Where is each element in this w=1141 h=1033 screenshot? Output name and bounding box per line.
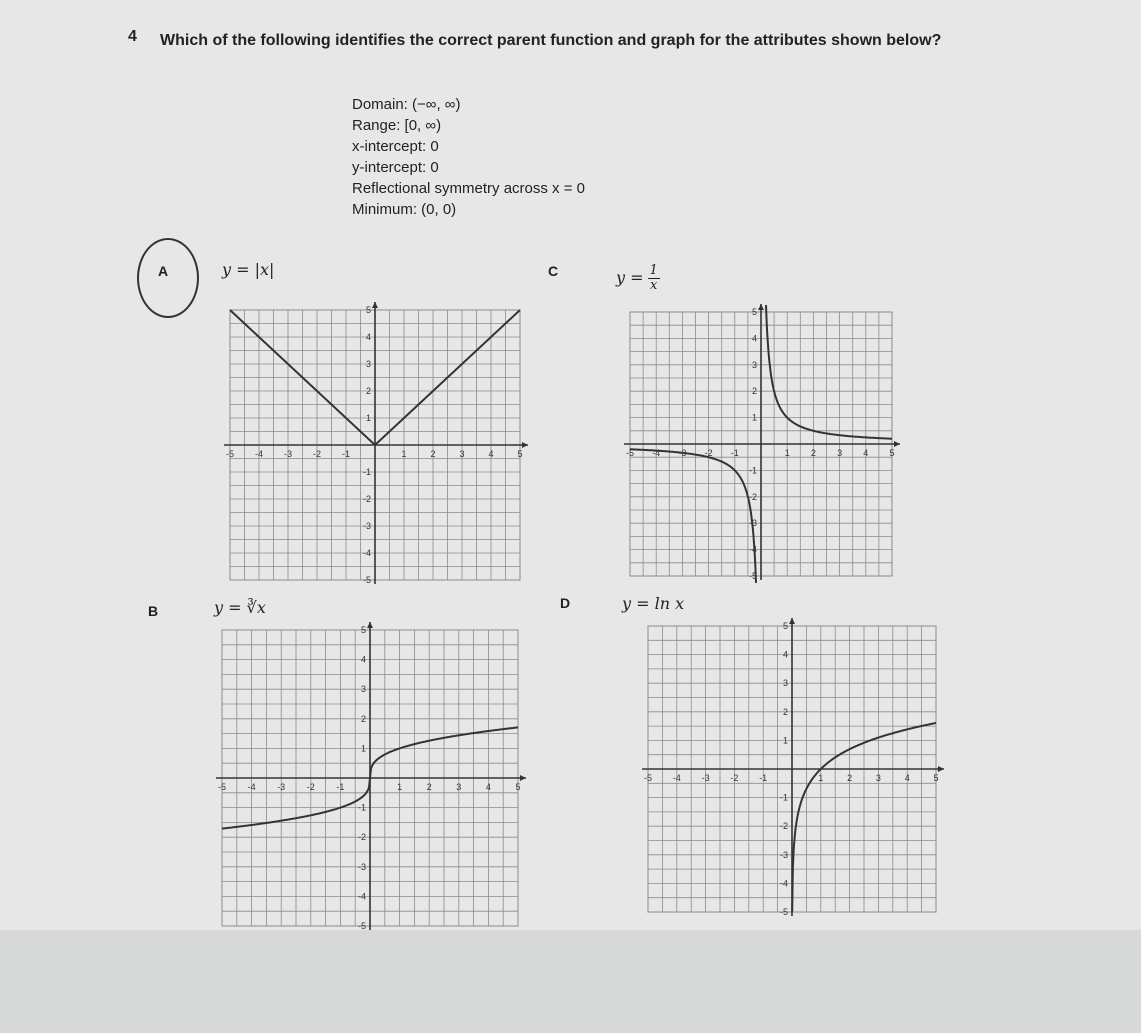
y-tick-label: 3 [782,678,788,689]
y-tick-label: 1 [360,743,366,754]
y-tick-label: 2 [751,386,757,397]
x-tick-label: 3 [456,782,462,792]
y-tick-label: 2 [365,386,371,396]
attribute-symmetry: Reflectional symmetry across x = 0 [352,180,585,197]
x-tick-label: 4 [485,782,491,792]
y-tick-label: 5 [782,621,788,631]
x-tick-label: -1 [730,448,739,458]
y-tick-label: -1 [362,467,371,477]
option-a-formula: y = |x| [222,260,275,279]
y-tick-label: -3 [779,849,788,860]
x-axis-arrow [894,441,900,447]
x-tick-label: 1 [401,449,407,459]
y-tick-label: 5 [365,305,371,315]
y-tick-label: -2 [779,821,788,832]
x-tick-label: 5 [515,782,521,792]
attribute-y-intercept: y-intercept: 0 [352,159,439,176]
y-tick-label: 2 [782,706,788,717]
x-tick-label: -3 [678,448,687,458]
y-tick-label: 4 [365,332,371,342]
y-tick-label: 4 [751,333,757,344]
x-tick-label: 2 [810,448,816,458]
attribute-minimum: Minimum: (0, 0) [352,201,457,218]
y-tick-label: 1 [751,412,757,423]
y-tick-label: -3 [362,521,371,531]
question-text: Which of the following identifies the correct parent function and graph for the attributes shown below? [160,32,942,49]
option-a-letter[interactable]: A [158,263,169,279]
y-tick-label: 4 [360,654,366,665]
x-tick-label: -2 [306,782,315,792]
x-tick-label: 4 [863,448,869,458]
y-tick-label: -5 [779,907,788,917]
question-number: 4 [128,28,137,45]
x-tick-label: 5 [889,448,895,458]
x-tick-label: -3 [277,782,286,792]
y-tick-label: 3 [751,359,757,370]
attribute-list [352,94,585,220]
x-tick-label: -2 [312,449,322,459]
x-tick-label: 4 [488,449,494,459]
y-tick-label: -4 [748,544,757,555]
graph-option-b [217,625,521,931]
option-c-denominator: x [650,278,658,293]
y-tick-label: -5 [357,921,366,931]
x-tick-label: 1 [818,773,824,783]
y-tick-label: 5 [360,625,366,635]
option-c-formula-lhs: y = [616,268,644,287]
x-tick-label: 1 [397,782,403,792]
x-tick-label: -5 [643,773,653,783]
y-tick-label: -4 [357,891,366,902]
x-tick-label: 2 [847,773,853,783]
x-tick-label: 3 [837,448,843,458]
y-tick-label: -2 [748,491,757,502]
option-c-letter[interactable]: C [548,263,559,279]
x-tick-label: -5 [217,782,227,792]
x-tick-label: -5 [625,448,635,458]
attribute-x-intercept: x-intercept: 0 [352,138,439,155]
y-tick-label: 4 [782,649,788,660]
y-tick-label: -5 [362,575,371,585]
y-tick-label: -5 [748,571,757,581]
attribute-domain: Domain: (−∞, ∞) [352,96,461,113]
option-c-formula [616,264,660,293]
y-axis-arrow [372,302,378,308]
y-axis-arrow [367,622,373,628]
y-tick-label: -4 [779,878,788,889]
x-tick-label: -2 [704,448,713,458]
x-tick-label: -4 [247,782,256,792]
option-d-letter[interactable]: D [560,595,571,611]
x-tick-label: -3 [701,773,710,783]
x-tick-label: -1 [336,782,345,792]
x-tick-label: -5 [225,449,235,459]
x-tick-label: -3 [283,449,293,459]
x-tick-label: -1 [759,773,768,783]
x-tick-label: 2 [426,782,432,792]
x-tick-label: 3 [459,449,465,459]
y-tick-label: 2 [360,713,366,724]
x-axis-arrow [522,442,528,448]
x-tick-label: 5 [517,449,523,459]
graph-option-c [625,307,895,581]
y-axis-arrow [758,304,764,310]
y-tick-label: -1 [357,802,366,813]
x-tick-label: 5 [933,773,939,783]
x-axis-arrow [938,766,944,772]
y-tick-label: -2 [362,494,371,504]
y-tick-label: -1 [779,792,788,803]
x-tick-label: -1 [341,449,351,459]
option-b-letter[interactable]: B [148,603,159,619]
x-tick-label: -4 [672,773,681,783]
attribute-range: Range: [0, ∞) [352,117,442,134]
y-tick-label: -3 [357,861,366,872]
x-tick-label: -4 [254,449,264,459]
x-tick-label: 3 [875,773,881,783]
y-tick-label: 1 [365,413,371,423]
option-d-formula: y = ln x [622,594,685,613]
option-b-formula: y = ∛x [214,598,266,617]
graph-option-d [643,621,939,917]
x-tick-label: 4 [904,773,910,783]
y-tick-label: 3 [365,359,371,369]
y-tick-label: -2 [357,832,366,843]
y-tick-label: -3 [748,518,757,529]
y-axis-arrow [789,618,795,624]
y-tick-label: -1 [748,465,757,476]
x-axis-arrow [520,775,526,781]
x-tick-label: -2 [730,773,739,783]
desk-shadow [0,930,1141,1033]
graph-option-a [225,305,523,585]
y-tick-label: 1 [782,735,788,746]
option-c-fraction [648,264,660,293]
option-c-numerator: 1 [649,263,658,278]
y-tick-label: -4 [362,548,371,558]
x-tick-label: 1 [784,448,790,458]
y-tick-label: 5 [751,307,757,317]
x-tick-label: -4 [652,448,661,458]
y-tick-label: 3 [360,684,366,695]
x-tick-label: 2 [430,449,436,459]
